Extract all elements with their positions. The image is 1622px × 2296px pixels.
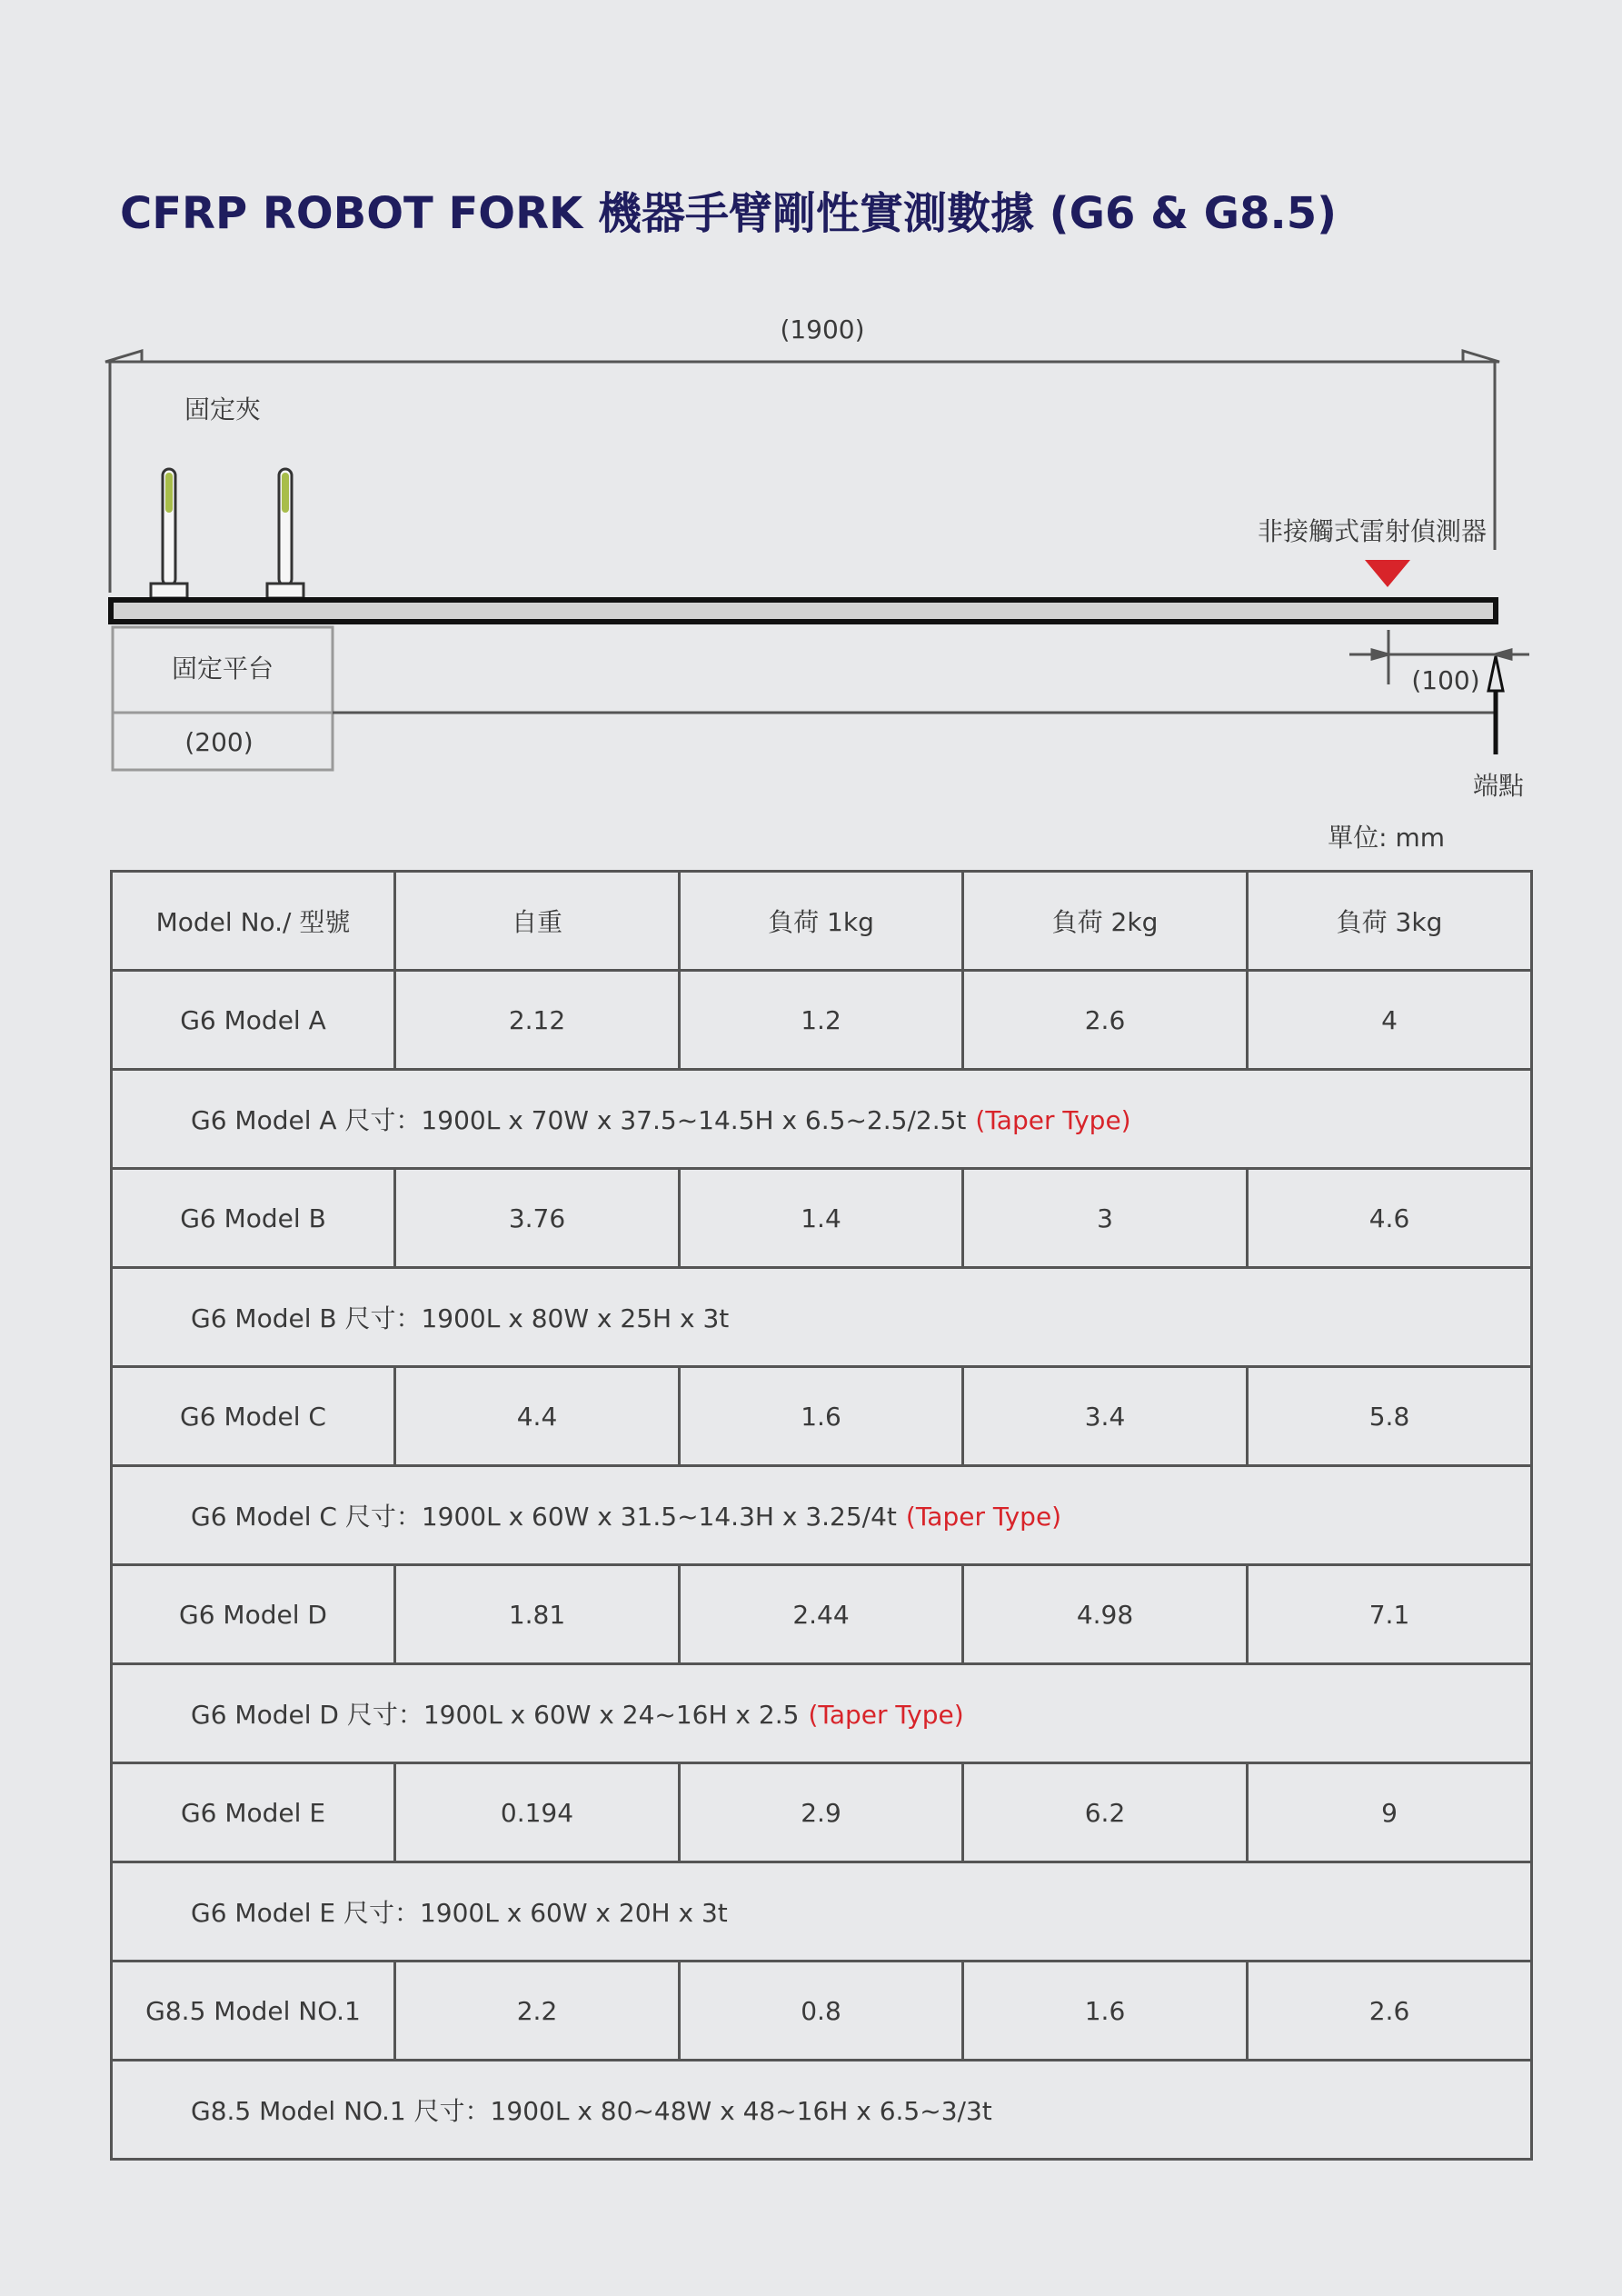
spec-cell [112,2061,1532,2160]
header-load-3kg: 負荷 3kg [1248,872,1532,971]
value-cell: 2.6 [963,971,1248,1070]
fork-test-diagram [0,0,1622,873]
value-cell: 2.9 [680,1763,963,1862]
clamp-pin-1 [151,469,187,598]
value-cell: 1.2 [680,971,963,1070]
header-self-weight: 自重 [395,872,680,971]
spec-cell [112,1664,1532,1763]
taper-type-label: (Taper Type) [808,1700,964,1730]
value-cell: 6.2 [963,1763,1248,1862]
spec-text: G6 Model B 尺寸：1900L x 80W x 25H x 3t [191,1303,730,1333]
table-row [112,1169,1532,1268]
table-row [112,971,1532,1070]
value-cell: 5.8 [1248,1367,1532,1466]
value-cell: 2.12 [395,971,680,1070]
clamp-label: 固定夾 [184,394,262,424]
spec-text: G8.5 Model NO.1 尺寸：1900L x 80~48W x 48~16H x 6.5~3/3t [191,2096,992,2126]
value-cell: 4.4 [395,1367,680,1466]
header-load-1kg: 負荷 1kg [680,872,963,971]
value-cell: 4.98 [963,1565,1248,1664]
model-cell: G6 Model B [112,1169,395,1268]
sensor-marker-icon [1365,560,1410,587]
value-cell: 3.76 [395,1169,680,1268]
taper-type-label: (Taper Type) [975,1105,1131,1135]
unit-label: 單位: mm [1328,823,1445,853]
header-load-2kg: 負荷 2kg [963,872,1248,971]
taper-type-label: (Taper Type) [905,1502,1062,1532]
page-title: CFRP ROBOT FORK 機器手臂剛性實測數據 (G6 & G8.5) [120,188,1338,239]
clamp-pin-2 [267,469,304,598]
model-cell: G6 Model E [112,1763,395,1862]
sensor-label: 非接觸式雷射偵測器 [1257,516,1487,546]
spec-text: G6 Model A 尺寸：1900L x 70W x 37.5~14.5H x 6.5~2.5/2.5t [191,1105,967,1135]
spec-row [112,2061,1532,2160]
table-row [112,1763,1532,1862]
model-cell: G8.5 Model NO.1 [112,1962,395,2061]
value-cell: 2.2 [395,1962,680,2061]
table-header-row [112,872,1532,971]
clamp-tip-2 [282,473,289,513]
table-row [112,1367,1532,1466]
spec-text: G6 Model D 尺寸：1900L x 60W x 24~16H x 2.5 [191,1700,800,1730]
spec-row [112,1268,1532,1367]
value-cell: 2.6 [1248,1962,1532,2061]
value-cell: 2.44 [680,1565,963,1664]
value-cell: 3 [963,1169,1248,1268]
table-row [112,1565,1532,1664]
platform-label: 固定平台 [171,654,274,684]
value-cell: 0.8 [680,1962,963,2061]
platform-length-label: (200) [184,727,254,757]
clamp-tip-1 [165,473,173,513]
total-length-label: (1900) [780,314,865,344]
value-cell: 1.6 [680,1367,963,1466]
value-cell: 0.194 [395,1763,680,1862]
value-cell: 4.6 [1248,1169,1532,1268]
sensor-offset-label: (100) [1411,665,1480,695]
model-cell: G6 Model A [112,971,395,1070]
value-cell: 4 [1248,971,1532,1070]
header-model: Model No./ 型號 [112,872,395,971]
spec-row [112,1664,1532,1763]
spec-text: G6 Model C 尺寸：1900L x 60W x 31.5~14.3H x 3.25/4t [191,1502,897,1532]
spec-text: G6 Model E 尺寸：1900L x 60W x 20H x 3t [191,1898,728,1928]
value-cell: 1.81 [395,1565,680,1664]
value-cell: 9 [1248,1763,1532,1862]
spec-cell [112,1268,1532,1367]
total-length-dimension [105,351,1499,593]
endpoint-label: 端點 [1472,771,1525,801]
spec-cell [112,1466,1532,1565]
value-cell: 1.4 [680,1169,963,1268]
table-row [112,1962,1532,2061]
spec-row [112,1862,1532,1962]
value-cell: 3.4 [963,1367,1248,1466]
value-cell: 7.1 [1248,1565,1532,1664]
spec-row [112,1466,1532,1565]
endpoint-arrow-icon [1488,656,1503,754]
spec-row [112,1070,1532,1169]
model-cell: G6 Model C [112,1367,395,1466]
value-cell: 1.6 [963,1962,1248,2061]
fork-beam [111,600,1496,622]
spec-cell [112,1862,1532,1962]
spec-cell [112,1070,1532,1169]
stiffness-data-table [110,870,1533,2161]
model-cell: G6 Model D [112,1565,395,1664]
